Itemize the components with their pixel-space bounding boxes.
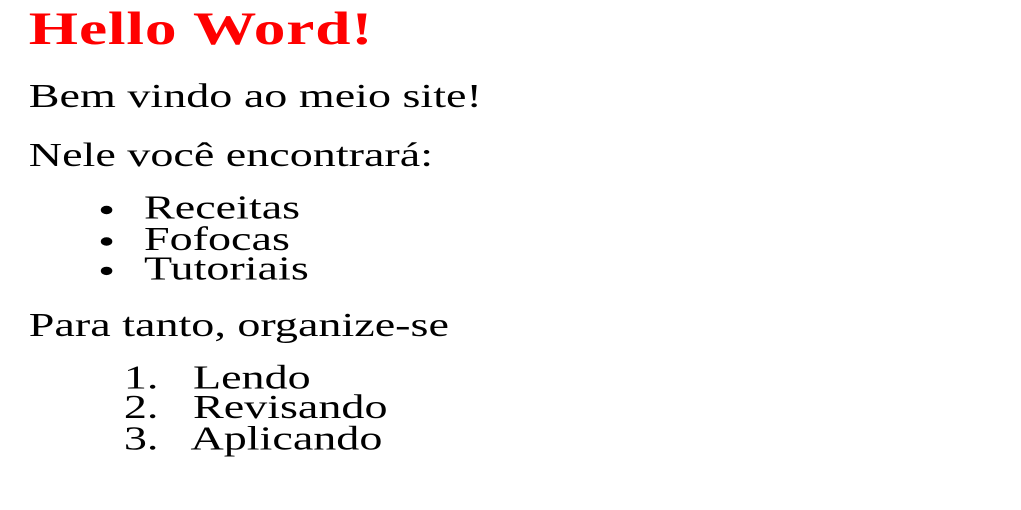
- welcome-text: Bem vindo ao meio site!: [28, 79, 482, 116]
- page-title: Hello Word!: [28, 2, 374, 55]
- step-label: Revisando: [192, 390, 388, 427]
- step-label: Aplicando: [190, 421, 383, 457]
- list-item: • Receitas: [144, 195, 1021, 225]
- list-item: • Tutoriais: [144, 256, 1021, 286]
- step-label: Lendo: [192, 360, 311, 396]
- step-number: 2.: [123, 390, 159, 427]
- step-number: 3.: [123, 421, 159, 457]
- intro-text: Nele você encontrará:: [28, 138, 434, 175]
- organize-text: Para tanto, organize-se: [28, 307, 449, 344]
- list-item: • Fofocas: [144, 226, 1021, 256]
- list-item: [123, 421, 1021, 457]
- step-number: 1.: [123, 360, 159, 396]
- steps-list: [29, 360, 1021, 457]
- topics-list: [29, 191, 1021, 288]
